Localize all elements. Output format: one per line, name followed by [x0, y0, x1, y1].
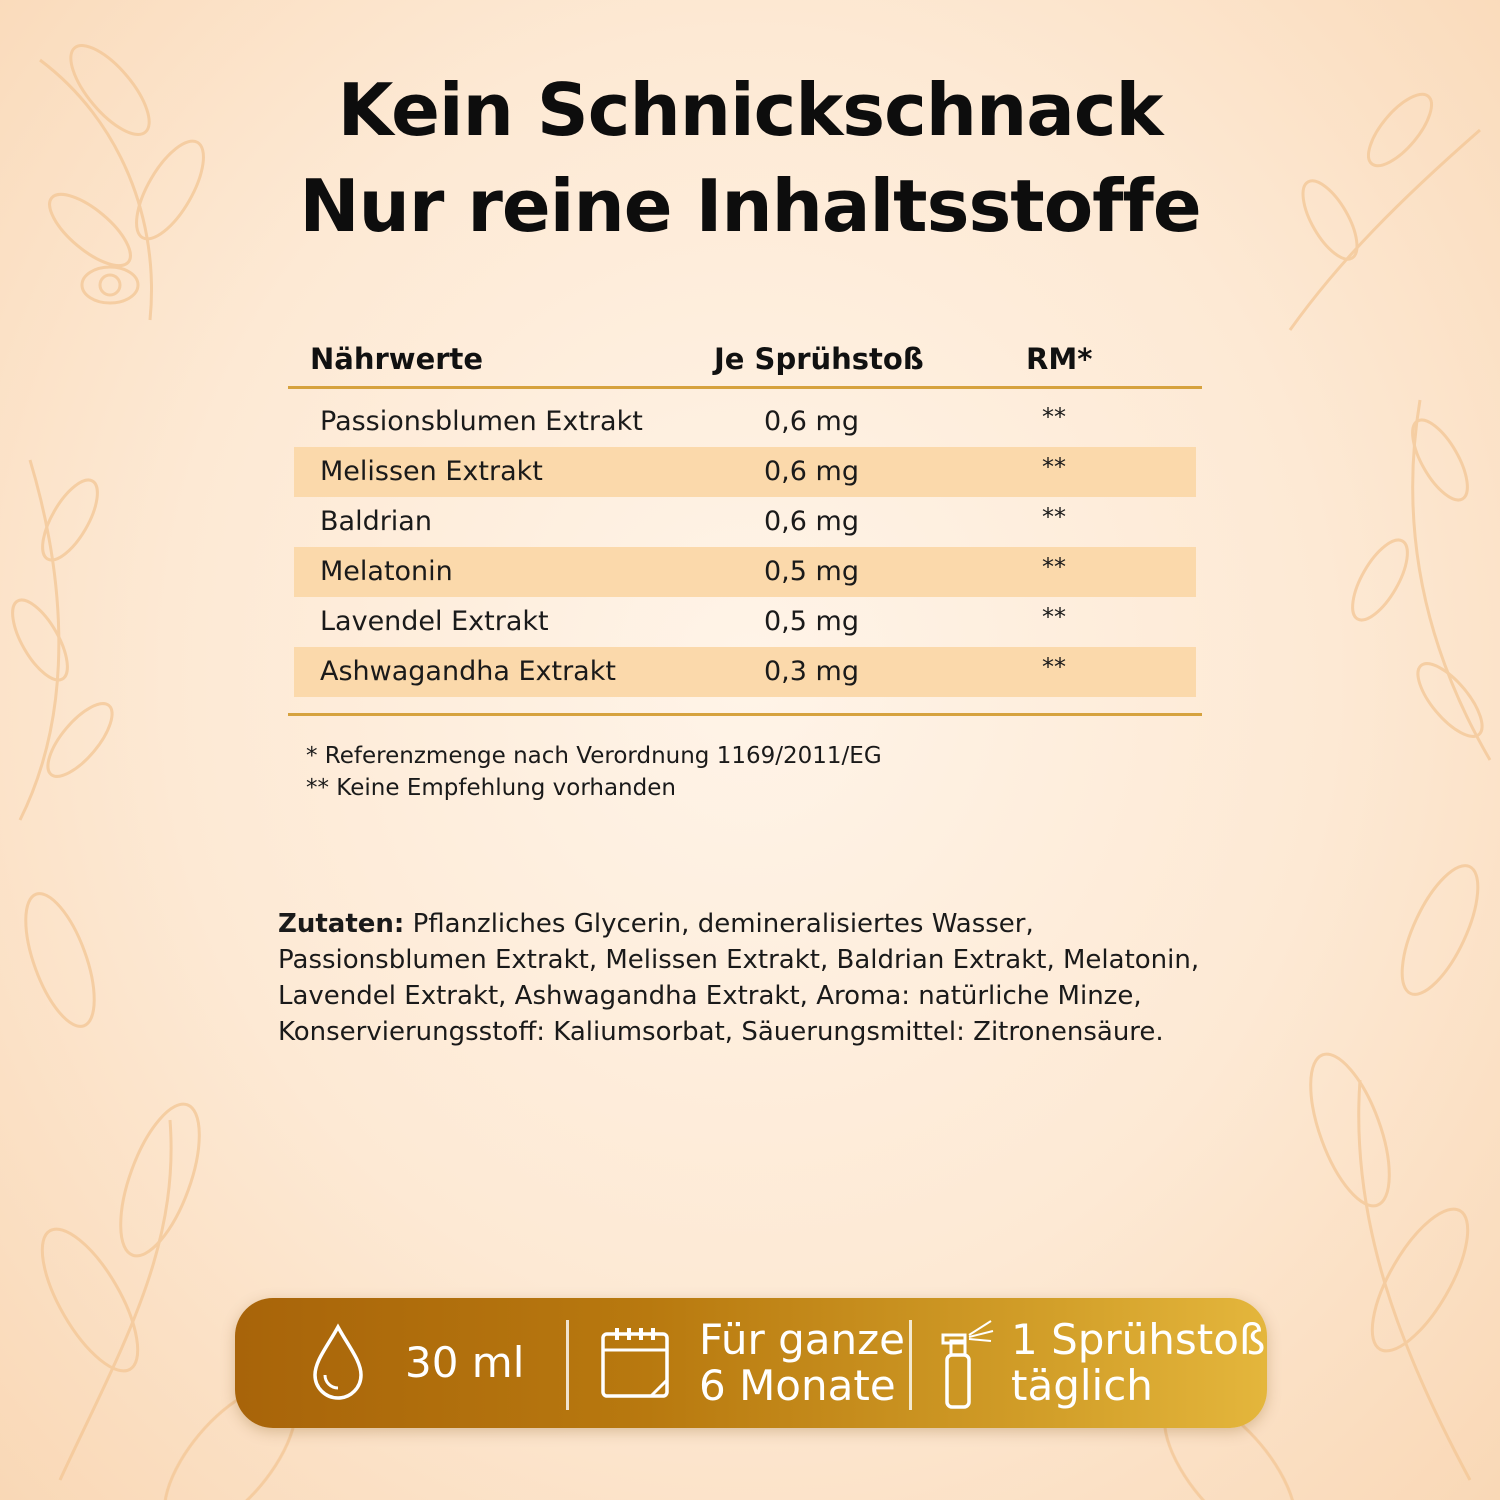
nutrition-table: [288, 330, 1202, 716]
headline-line-2: Nur reine Inhaltsstoffe: [299, 164, 1201, 248]
spray-bottle-icon: [937, 1315, 997, 1411]
dosage-text: [1011, 1317, 1265, 1409]
table-row: [294, 647, 1196, 697]
divider: [909, 1320, 912, 1410]
footnote-reference: * Referenzmenge nach Verordnung 1169/2011/EG: [306, 743, 882, 769]
nutrient-amount: 0,5 mg: [764, 606, 859, 637]
product-info-bar: [235, 1298, 1267, 1428]
table-row: [294, 397, 1196, 447]
drop-icon: [309, 1323, 367, 1403]
volume-info: [309, 1298, 524, 1428]
duration-info: [599, 1298, 905, 1428]
nutrient-reference: **: [1042, 503, 1066, 531]
nutrient-amount: 0,6 mg: [764, 456, 859, 487]
duration-line-2: 6 Monate: [699, 1361, 896, 1410]
ingredients-text: [278, 906, 1238, 1050]
footnotes: [306, 740, 882, 804]
nutrient-name: Melatonin: [320, 556, 453, 587]
nutrient-amount: 0,6 mg: [764, 506, 859, 537]
table-header: [288, 330, 1202, 389]
volume-text: 30 ml: [405, 1338, 525, 1387]
dosage-info: [937, 1298, 1265, 1428]
dosage-line-2: täglich: [1011, 1361, 1153, 1410]
calendar-icon: [599, 1324, 673, 1402]
table-bottom-rule: [288, 713, 1202, 716]
nutrient-reference: **: [1042, 403, 1066, 431]
table-row: [294, 497, 1196, 547]
nutrient-name: Passionsblumen Extrakt: [320, 406, 643, 437]
divider: [566, 1320, 569, 1410]
duration-text: [699, 1317, 905, 1409]
nutrient-name: Baldrian: [320, 506, 432, 537]
header-reference: RM*: [1026, 342, 1093, 376]
dosage-line-1: 1 Sprühstoß: [1011, 1315, 1266, 1364]
header-per-spray: Je Sprühstoß: [714, 342, 924, 376]
nutrient-amount: 0,6 mg: [764, 406, 859, 437]
nutrient-name: Melissen Extrakt: [320, 456, 543, 487]
nutrient-name: Lavendel Extrakt: [320, 606, 549, 637]
nutrient-reference: **: [1042, 603, 1066, 631]
header-nutrient: Nährwerte: [310, 342, 484, 376]
table-row: [294, 597, 1196, 647]
nutrient-name: Ashwagandha Extrakt: [320, 656, 616, 687]
headline-line-1: Kein Schnickschnack: [337, 68, 1163, 152]
duration-line-1: Für ganze: [699, 1315, 906, 1364]
table-row: [294, 447, 1196, 497]
footnote-no-recommendation: ** Keine Empfehlung vorhanden: [306, 775, 676, 801]
nutrient-reference: **: [1042, 653, 1066, 681]
table-row: [294, 547, 1196, 597]
nutrient-reference: **: [1042, 553, 1066, 581]
nutrient-amount: 0,3 mg: [764, 656, 859, 687]
ingredients-label: Zutaten:: [278, 909, 405, 939]
nutrient-reference: **: [1042, 453, 1066, 481]
ingredients-list: Pflanzliches Glycerin, demineralisiertes Wasser, Passionsblumen Extrakt, Melissen Extrakt, Baldrian Extrakt, Melatonin, Lavendel Extrakt, Ashwagandha Extrakt, Aroma: natürliche Minze, Konservierungsstoff: Kaliumsorbat, Säuerungsmittel: Zitronensäure.: [278, 909, 1200, 1047]
nutrient-amount: 0,5 mg: [764, 556, 859, 587]
